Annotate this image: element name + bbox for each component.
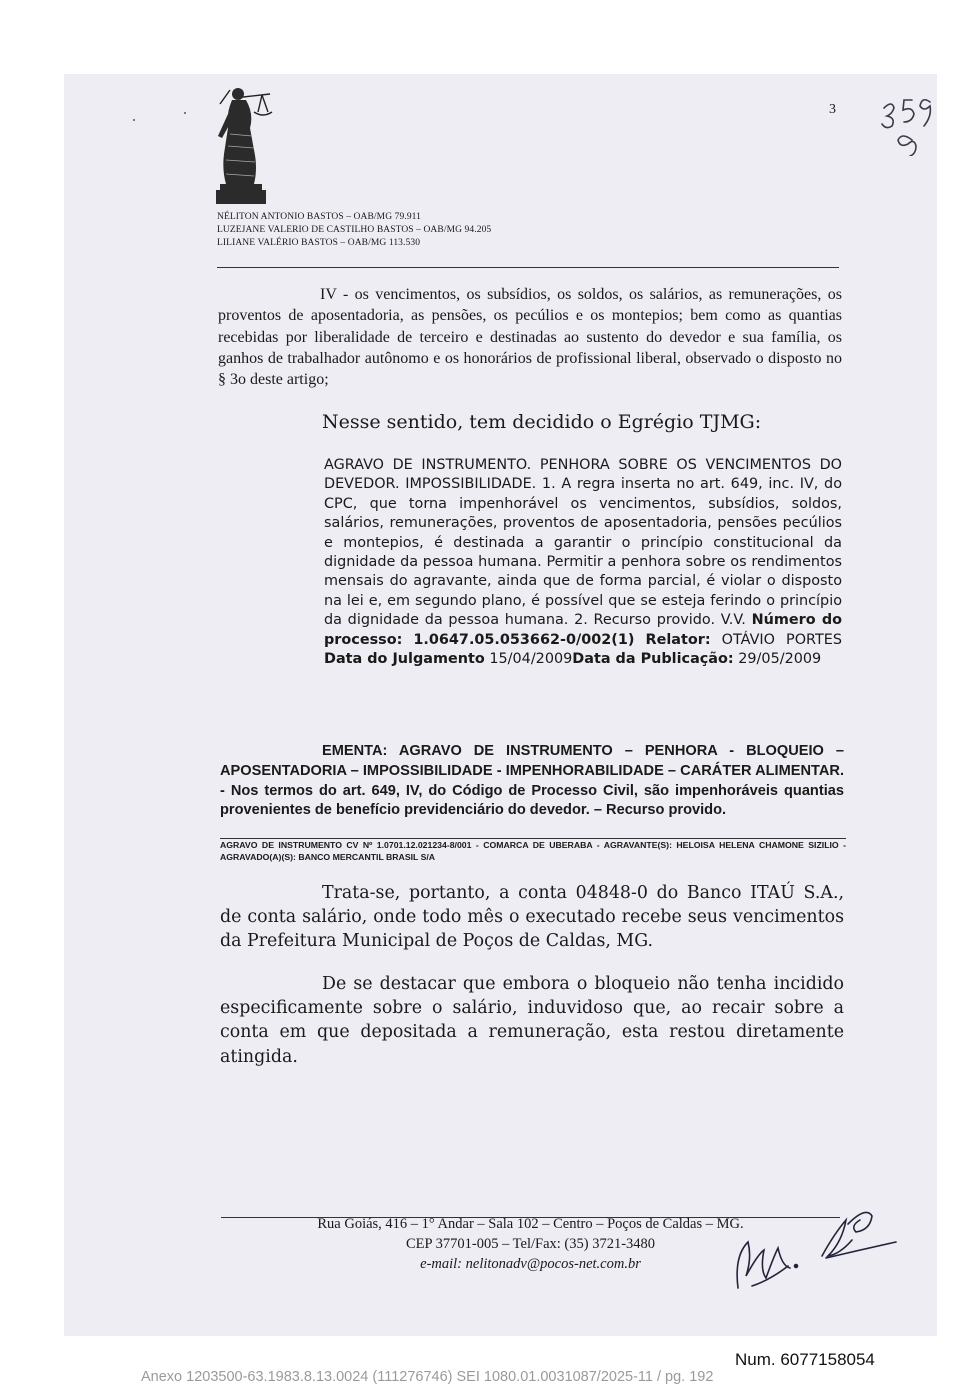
lawyer-line-3: LILIANE VALÉRIO BASTOS – OAB/MG 113.530 — [217, 238, 421, 248]
page-number: 3 — [829, 102, 836, 117]
lawyer-line-2: LUZEJANE VALERIO DE CASTILHO BASTOS – OAB/MG 94.205 — [217, 225, 492, 235]
law-citation-paragraph: IV - os vencimentos, os subsídios, os soldos, os salários, as remunerações, os proventos de aposentadoria, as pensões, os pecúlios e os montepios; bem como as quantias recebidas por liberalidade de terceiro e destinadas ao sustento do devedor e sua família, os ganhos de trabalhador autônomo e os honorários de profissional liberal, observado o disposto no § 3o deste artigo; — [218, 286, 842, 389]
footer-address: Rua Goiás, 416 – 1° Andar – Sala 102 – Centro – Poços de Caldas – MG. — [317, 1216, 744, 1232]
footer-cep-phone: CEP 37701-005 – Tel/Fax: (35) 3721-3480 — [405, 1236, 656, 1252]
ementa-reference: AGRAVO DE INSTRUMENTO CV Nº 1.0701.12.021234-8/001 - COMARCA DE UBERABA - AGRAVANTE(S): HELOISA HELENA CHAMONE SIZILIO - AGRAVADO(A)(S): BANCO MERCANTIL BRASIL S/A — [220, 840, 846, 862]
ementa-paragraph: EMENTA: AGRAVO DE INSTRUMENTO – PENHORA - BLOQUEIO – APOSENTADORIA – IMPOSSIBILIDADE - IMPENHORABILIDADE – CARÁTER ALIMENTAR. - Nos termos do art. 649, IV, do Código de Processo Civil, são impenhoráveis quantias provenientes de benefício previdenciário do devedor. – Recurso provido. — [220, 743, 844, 819]
scanned-page — [64, 74, 937, 1336]
footer-email: e-mail: nelitonadv@pocos-net.com.br — [420, 1256, 641, 1272]
document-number: Num. 6077158054 — [735, 1350, 875, 1369]
justice-statue-logo — [214, 84, 274, 208]
lawyer-line-1: NÉLITON ANTONIO BASTOS – OAB/MG 79.911 — [217, 212, 422, 222]
jurisprudence-intro: Nesse sentido, tem decidido o Egrégio TJMG: — [322, 411, 762, 433]
handwritten-signature — [730, 1196, 900, 1296]
header-divider — [217, 267, 839, 268]
sei-annex-stamp: Anexo 1203500-63.1983.8.13.0024 (111276746) SEI 1080.01.0031087/2025-11 / pg. 192 — [141, 1369, 714, 1385]
account-paragraph: Trata-se, portanto, a conta 04848-0 do Banco ITAÚ S.A., de conta salário, onde todo mês o executado recebe seus vencimentos da Prefeitura Municipal de Poços de Caldas, MG. — [220, 883, 844, 952]
blocking-paragraph: De se destacar que embora o bloqueio não tenha incidido especificamente sobre o salário, induvidoso que, ao recair sobre a conta em que depositada a remuneração, esta restou diretamente atingida. — [220, 974, 844, 1067]
handwritten-folio-number — [872, 86, 942, 156]
scan-speck — [184, 112, 186, 114]
jurisprudence-quote: AGRAVO DE INSTRUMENTO. PENHORA SOBRE OS VENCIMENTOS DO DEVEDOR. IMPOSSIBILIDADE. 1. A regra inserta no art. 649, inc. IV, do CPC, que torna impenhorável os vencimentos, subsídios, soldos, salários, remunerações, proventos de aposentadoria, pensões pecúlios e montepios, é destinada a garantir o princípio constitucional da dignidade da pessoa humana. Permitir a penhora sobre os rendimentos mensais do agravante, ainda que de forma parcial, é violar o disposto na lei e, em segundo plano, é possível que se esteja ferindo o princípio da dignidade da pessoa humana. 2. Recurso provido. V.V. Número do processo: 1.0647.05.053662-0/002(1) Relator: OTÁVIO PORTES Data do Julgamento 15/04/2009Data da Publicação: 29/05/2009 — [324, 457, 843, 668]
scan-speck — [133, 119, 135, 121]
